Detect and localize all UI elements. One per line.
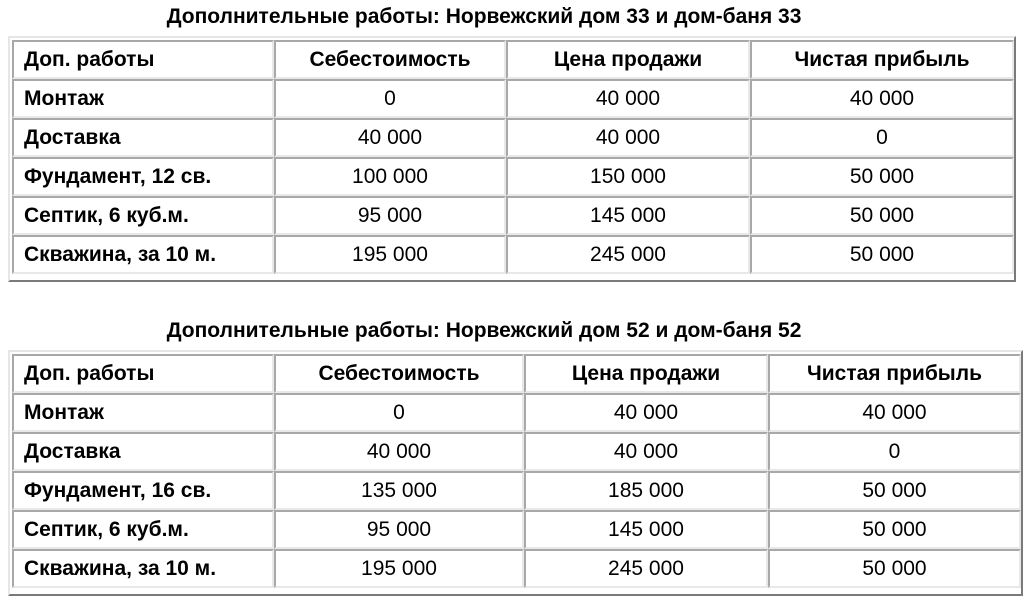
work-name-cell: Скважина, за 10 м. bbox=[12, 235, 274, 274]
header-cell: Чистая прибыль bbox=[768, 354, 1021, 393]
cost-cell: 95 000 bbox=[274, 196, 506, 235]
work-name-cell: Фундамент, 16 св. bbox=[12, 471, 274, 510]
table-row bbox=[12, 471, 1021, 510]
profit-cell: 50 000 bbox=[768, 471, 1021, 510]
price-cell: 145 000 bbox=[506, 196, 750, 235]
table-row bbox=[12, 118, 1014, 157]
price-cell: 40 000 bbox=[506, 79, 750, 118]
table-row bbox=[12, 432, 1021, 471]
profit-cell: 50 000 bbox=[750, 196, 1014, 235]
cost-cell: 195 000 bbox=[274, 549, 524, 588]
table-header-row bbox=[12, 40, 1014, 79]
table-row bbox=[12, 393, 1021, 432]
table-row bbox=[12, 235, 1014, 274]
cost-cell: 195 000 bbox=[274, 235, 506, 274]
header-cell: Цена продажи bbox=[524, 354, 768, 393]
header-cell: Себестоимость bbox=[274, 40, 506, 79]
work-name-cell: Септик, 6 куб.м. bbox=[12, 510, 274, 549]
work-name-cell: Фундамент, 12 св. bbox=[12, 157, 274, 196]
profit-cell: 40 000 bbox=[768, 393, 1021, 432]
price-cell: 40 000 bbox=[524, 432, 768, 471]
table-title: Дополнительные работы: Норвежский дом 33 и дом-баня 33 bbox=[166, 5, 802, 28]
price-cell: 185 000 bbox=[524, 471, 768, 510]
table-row bbox=[12, 79, 1014, 118]
table-row bbox=[12, 549, 1021, 588]
cost-cell: 0 bbox=[274, 79, 506, 118]
work-name-cell: Доставка bbox=[12, 432, 274, 471]
table-row bbox=[12, 196, 1014, 235]
price-cell: 145 000 bbox=[524, 510, 768, 549]
profit-cell: 50 000 bbox=[750, 157, 1014, 196]
work-name-cell: Скважина, за 10 м. bbox=[12, 549, 274, 588]
cost-cell: 0 bbox=[274, 393, 524, 432]
profit-cell: 50 000 bbox=[750, 235, 1014, 274]
profit-cell: 50 000 bbox=[768, 510, 1021, 549]
profit-cell: 0 bbox=[750, 118, 1014, 157]
profit-cell: 40 000 bbox=[750, 79, 1014, 118]
work-name-cell: Доставка bbox=[12, 118, 274, 157]
table-title: Дополнительные работы: Норвежский дом 52 и дом-баня 52 bbox=[166, 319, 802, 342]
header-cell: Цена продажи bbox=[506, 40, 750, 79]
table-header-row bbox=[12, 354, 1021, 393]
price-cell: 245 000 bbox=[524, 549, 768, 588]
work-name-cell: Монтаж bbox=[12, 79, 274, 118]
table-row bbox=[12, 157, 1014, 196]
table-row bbox=[12, 510, 1021, 549]
profit-cell: 0 bbox=[768, 432, 1021, 471]
header-cell: Себестоимость bbox=[274, 354, 524, 393]
cost-cell: 135 000 bbox=[274, 471, 524, 510]
price-cell: 150 000 bbox=[506, 157, 750, 196]
price-cell: 245 000 bbox=[506, 235, 750, 274]
cost-cell: 100 000 bbox=[274, 157, 506, 196]
table-frame bbox=[8, 36, 1016, 282]
header-cell: Доп. работы bbox=[12, 40, 274, 79]
price-cell: 40 000 bbox=[506, 118, 750, 157]
cost-cell: 40 000 bbox=[274, 118, 506, 157]
price-table bbox=[12, 40, 1014, 274]
work-name-cell: Септик, 6 куб.м. bbox=[12, 196, 274, 235]
price-cell: 40 000 bbox=[524, 393, 768, 432]
cost-cell: 40 000 bbox=[274, 432, 524, 471]
cost-cell: 95 000 bbox=[274, 510, 524, 549]
table-frame bbox=[8, 350, 1023, 596]
header-cell: Доп. работы bbox=[12, 354, 274, 393]
profit-cell: 50 000 bbox=[768, 549, 1021, 588]
header-cell: Чистая прибыль bbox=[750, 40, 1014, 79]
work-name-cell: Монтаж bbox=[12, 393, 274, 432]
price-table bbox=[12, 354, 1021, 588]
